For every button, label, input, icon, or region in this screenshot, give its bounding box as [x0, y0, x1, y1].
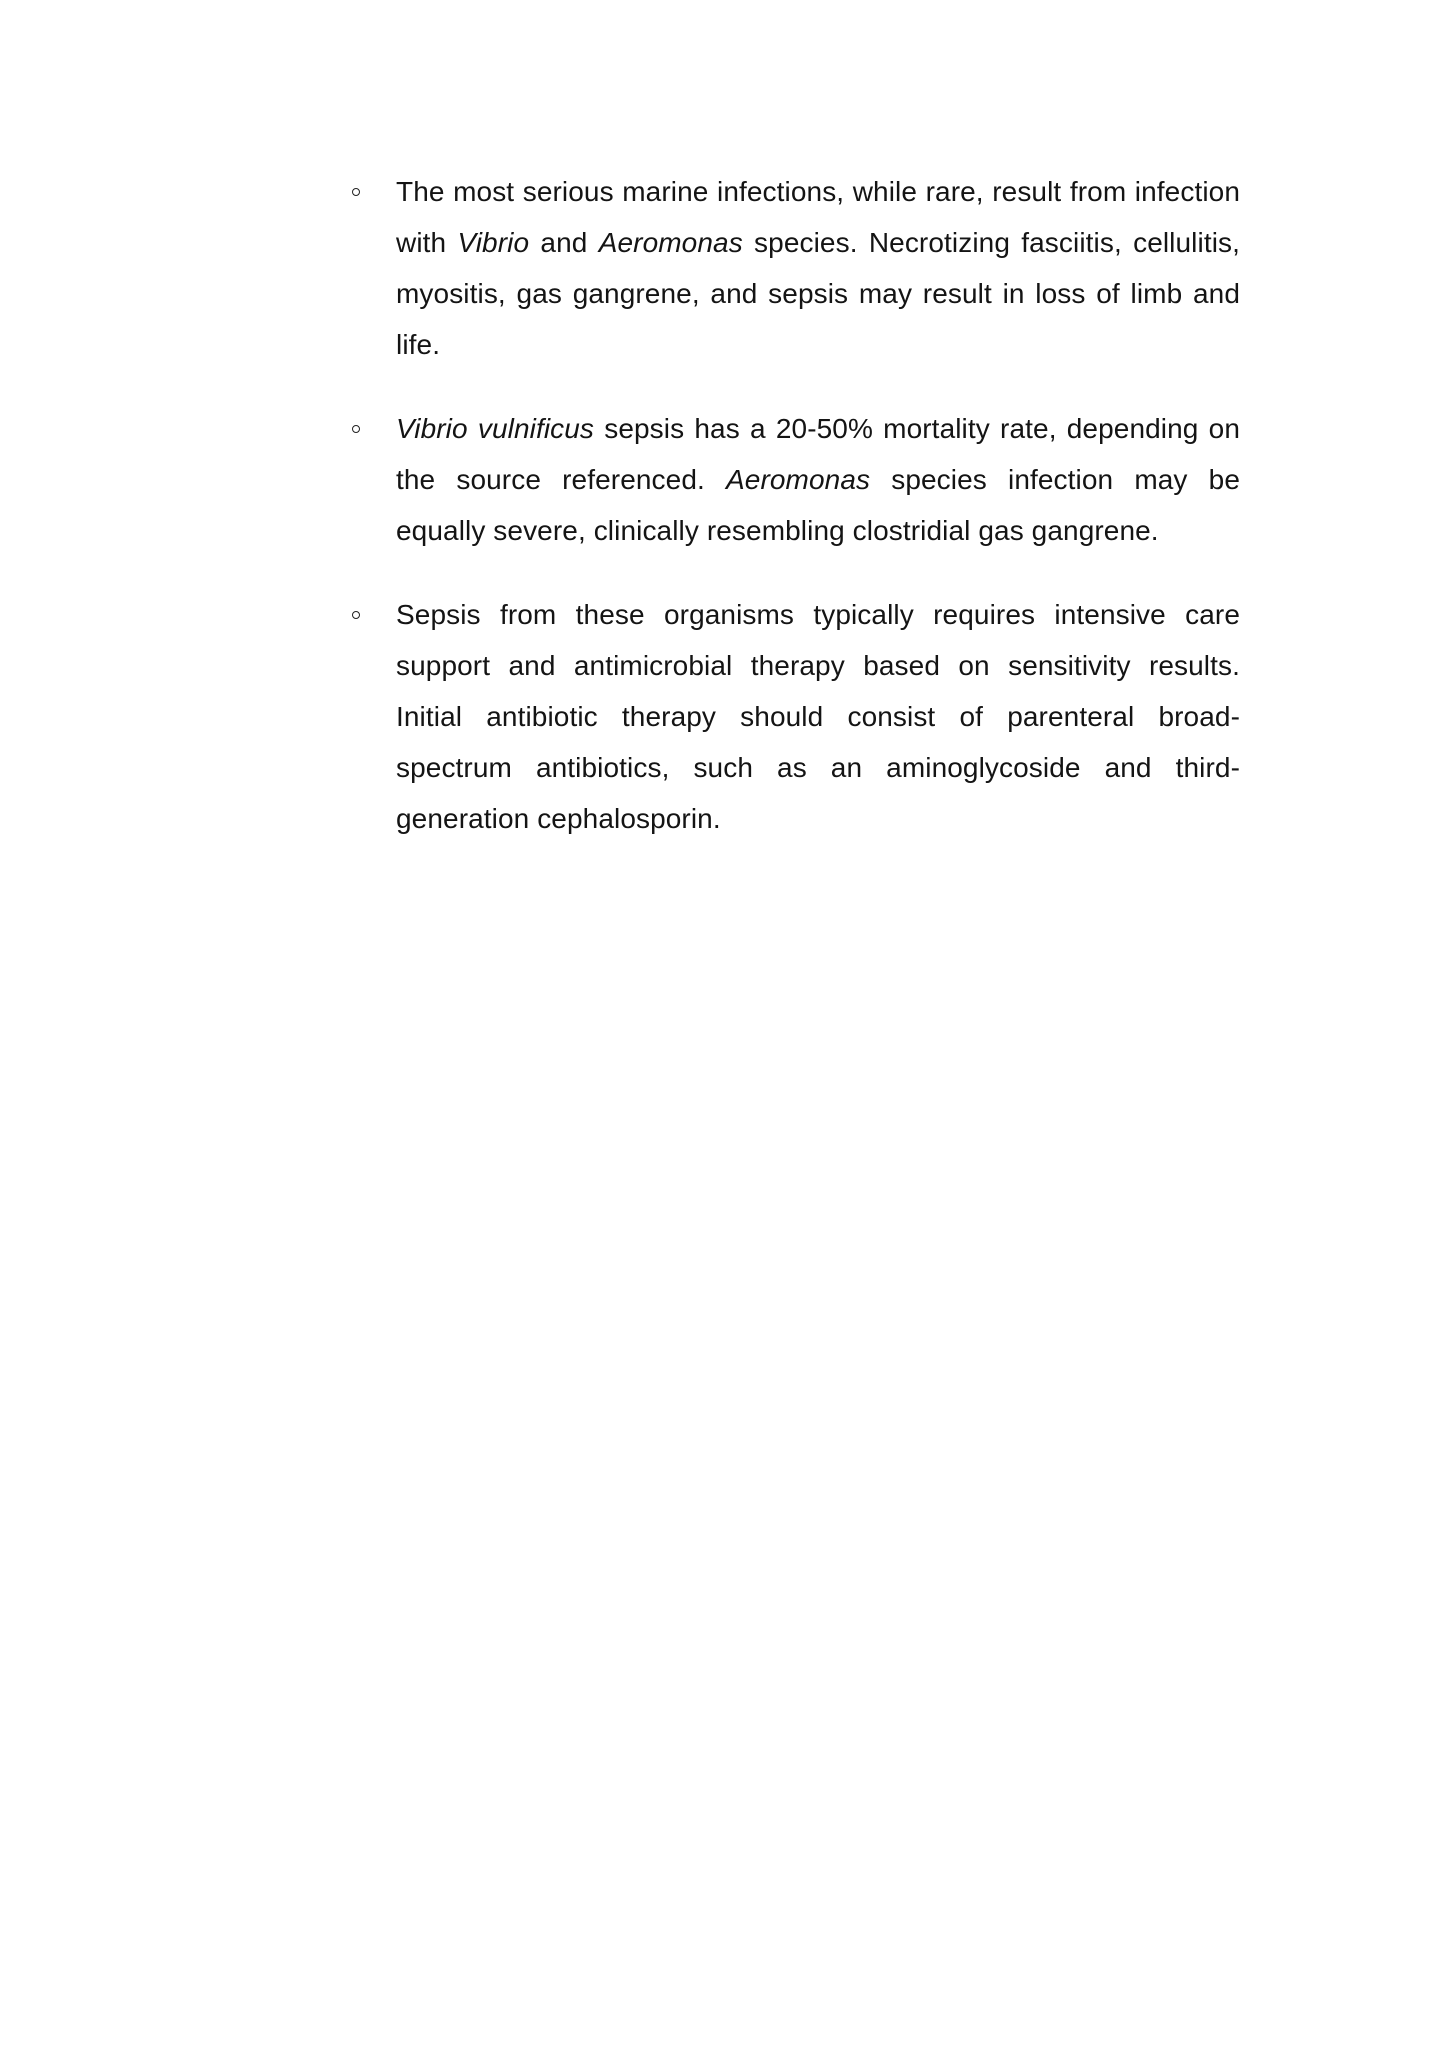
paragraph-vibrio-mortality: Vibrio vulnificus sepsis has a 20-50% mortality rate, depending on the source referenced. Aeromonas species infection may be equally severe, clinically resembling clostridial gas gangrene.	[396, 413, 1240, 546]
list-item	[352, 403, 1240, 556]
paragraph-sepsis-therapy: Sepsis from these organisms typically requires intensive care support and antimicrobial therapy based on sensitivity results. Initial antibiotic therapy should consist of parenteral broad-spectrum antibiotics, such as an aminoglycoside and third-generation cephalosporin.	[396, 599, 1240, 834]
hollow-circle-bullet-icon	[352, 611, 360, 619]
list-item	[352, 589, 1240, 844]
hollow-circle-bullet-icon	[352, 425, 360, 433]
hollow-circle-bullet-icon	[352, 188, 360, 196]
list-item	[352, 166, 1240, 370]
bullet-list	[352, 166, 1240, 877]
paragraph-marine-infections: The most serious marine infections, while rare, result from infection with Vibrio and Aeromonas species. Necrotizing fasciitis, cellulitis, myositis, gas gangrene, and sepsis may result in loss of limb and life.	[396, 176, 1240, 360]
